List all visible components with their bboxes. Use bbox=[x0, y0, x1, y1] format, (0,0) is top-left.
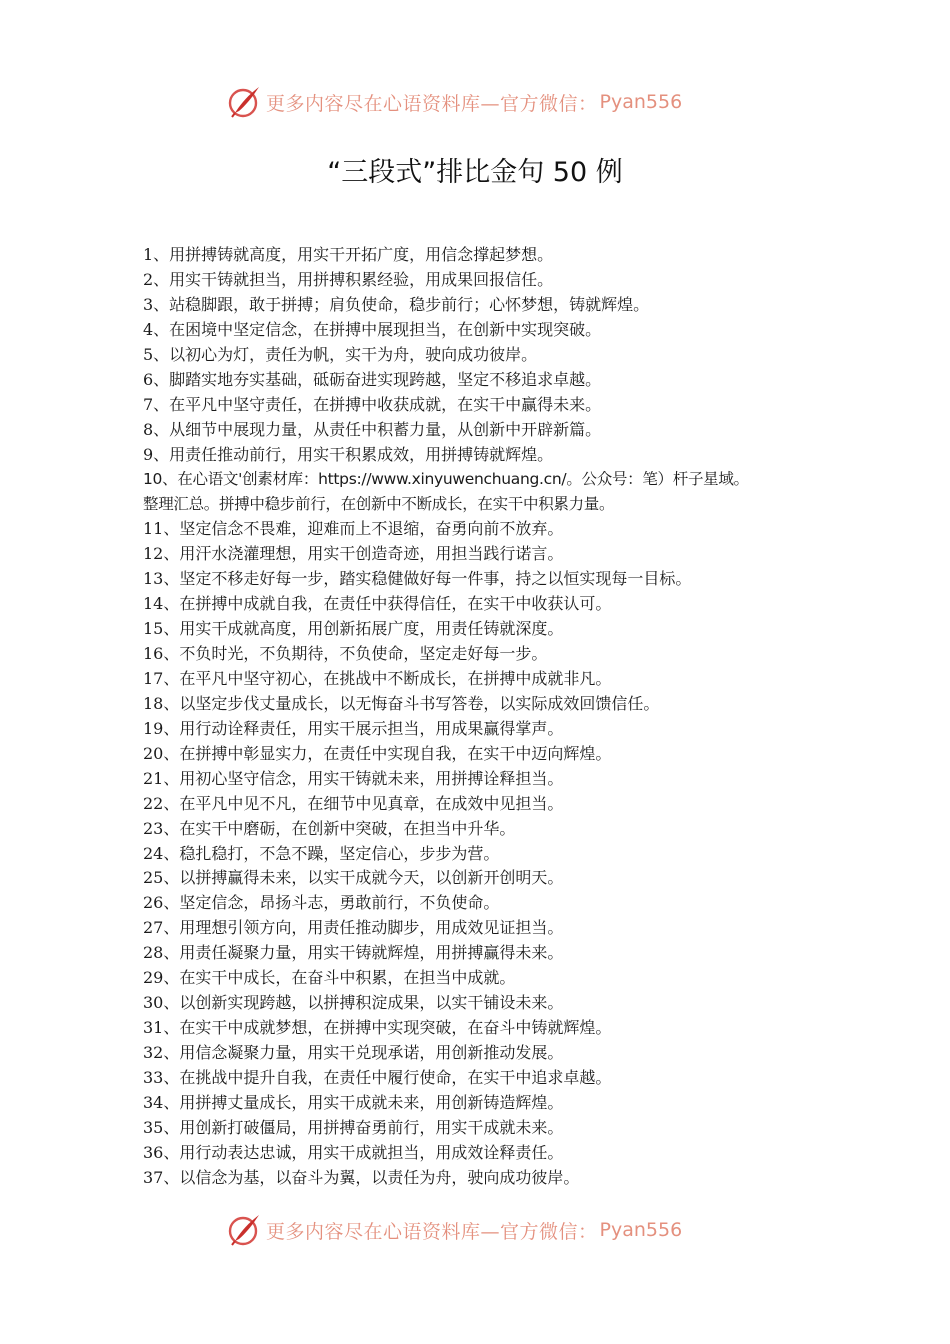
list-item: 20、在拼搏中彰显实力，在责任中实现自我，在实干中迈向辉煌。 bbox=[143, 743, 612, 763]
list-item: 33、在挑战中提升自我，在责任中履行使命，在实干中追求卓越。 bbox=[143, 1067, 612, 1087]
list-item: 3、站稳脚跟，敢于拼搏；肩负使命，稳步前行；心怀梦想，铸就辉煌。 bbox=[143, 294, 650, 314]
banner-text: 更多内容尽在心语资料库—官方微信： bbox=[266, 92, 598, 115]
list-item: 29、在实干中成长，在奋斗中积累，在担当中成就。 bbox=[143, 968, 516, 988]
list-item: 25、以拼搏赢得未来，以实干成就今天，以创新开创明天。 bbox=[143, 868, 564, 888]
list-item: 32、用信念凝聚力量，用实干兑现承诺，用创新推动发展。 bbox=[143, 1043, 564, 1062]
list-item-source-notice-cont: 整理汇总。拼搏中稳步前行，在创新中不断成长，在实干中积累力量。 bbox=[143, 495, 615, 514]
list-item: 22、在平凡中见不凡，在细节中见真章，在成效中见担当。 bbox=[143, 793, 564, 813]
list-item: 6、脚踏实地夯实基础，砥砺奋进实现跨越，坚定不移追求卓越。 bbox=[143, 369, 602, 389]
quill-pen-logo-icon bbox=[226, 84, 262, 120]
list-item: 9、用责任推动前行，用实干积累成效，用拼搏铸就辉煌。 bbox=[143, 444, 554, 464]
banner-wechat-id: Pyan556 bbox=[599, 91, 683, 113]
list-item: 31、在实干中成就梦想，在拼搏中实现突破，在奋斗中铸就辉煌。 bbox=[143, 1018, 612, 1038]
list-item: 24、稳扎稳打，不急不躁，坚定信心，步步为营。 bbox=[143, 843, 500, 863]
list-item-source-notice: 10、在心语文'创素材库：https://www.xinyuwenchuang.cn/。公众号：笔）杆子星域。 bbox=[143, 470, 749, 489]
list-item: 15、用实干成就高度，用创新拓展广度，用责任铸就深度。 bbox=[143, 619, 564, 639]
list-item: 16、不负时光，不负期待，不负使命，坚定走好每一步。 bbox=[143, 644, 548, 663]
list-item: 30、以创新实现跨越，以拼搏积淀成果，以实干铺设未来。 bbox=[143, 993, 564, 1013]
header-banner bbox=[226, 82, 746, 122]
list-item: 35、用创新打破僵局，用拼搏奋勇前行，用实干成就未来。 bbox=[143, 1117, 564, 1137]
list-item: 18、以坚定步伐丈量成长，以无悔奋斗书写答卷，以实际成效回馈信任。 bbox=[143, 693, 660, 713]
list-item: 17、在平凡中坚守初心，在挑战中不断成长，在拼搏中成就非凡。 bbox=[143, 668, 612, 688]
sentence-list bbox=[143, 243, 863, 1191]
list-item: 28、用责任凝聚力量，用实干铸就辉煌，用拼搏赢得未来。 bbox=[143, 943, 564, 963]
list-item: 8、从细节中展现力量，从责任中积蓄力量，从创新中开辟新篇。 bbox=[143, 419, 602, 439]
list-item: 23、在实干中磨砺，在创新中突破，在担当中升华。 bbox=[143, 818, 516, 838]
list-item: 37、以信念为基，以奋斗为翼，以责任为舟，驶向成功彼岸。 bbox=[143, 1167, 580, 1187]
list-item: 27、用理想引领方向，用责任推动脚步，用成效见证担当。 bbox=[143, 918, 564, 938]
list-item: 21、用初心坚守信念，用实干铸就未来，用拼搏诠释担当。 bbox=[143, 768, 564, 788]
list-item: 13、坚定不移走好每一步，踏实稳健做好每一件事，持之以恒实现每一目标。 bbox=[143, 569, 692, 589]
banner-text: 更多内容尽在心语资料库—官方微信： bbox=[266, 1220, 598, 1243]
list-item: 19、用行动诠释责任，用实干展示担当，用成果赢得掌声。 bbox=[143, 718, 564, 738]
quill-pen-logo-icon bbox=[226, 1212, 262, 1248]
list-item: 14、在拼搏中成就自我，在责任中获得信任，在实干中收获认可。 bbox=[143, 594, 612, 614]
list-item: 12、用汗水浇灌理想，用实干创造奇迹，用担当践行诺言。 bbox=[143, 544, 564, 564]
list-item: 36、用行动表达忠诚，用实干成就担当，用成效诠释责任。 bbox=[143, 1142, 564, 1162]
list-item: 7、在平凡中坚守责任，在拼搏中收获成就，在实干中赢得未来。 bbox=[143, 394, 602, 414]
page-title: “三段式”排比金句 50 例 bbox=[327, 157, 623, 188]
list-item: 4、在困境中坚定信念，在拼搏中展现担当，在创新中实现突破。 bbox=[143, 319, 602, 339]
list-item: 11、坚定信念不畏难，迎难而上不退缩，奋勇向前不放弃。 bbox=[143, 519, 564, 539]
list-item: 34、用拼搏丈量成长，用实干成就未来，用创新铸造辉煌。 bbox=[143, 1092, 564, 1112]
list-item: 1、用拼搏铸就高度，用实干开拓广度，用信念撑起梦想。 bbox=[143, 245, 554, 264]
list-item: 2、用实干铸就担当，用拼搏积累经验，用成果回报信任。 bbox=[143, 269, 554, 289]
list-item: 5、以初心为灯，责任为帆，实干为舟，驶向成功彼岸。 bbox=[143, 344, 538, 364]
footer-banner bbox=[226, 1210, 746, 1250]
list-item: 26、坚定信念，昂扬斗志，勇敢前行，不负使命。 bbox=[143, 893, 500, 913]
banner-wechat-id: Pyan556 bbox=[599, 1219, 683, 1241]
